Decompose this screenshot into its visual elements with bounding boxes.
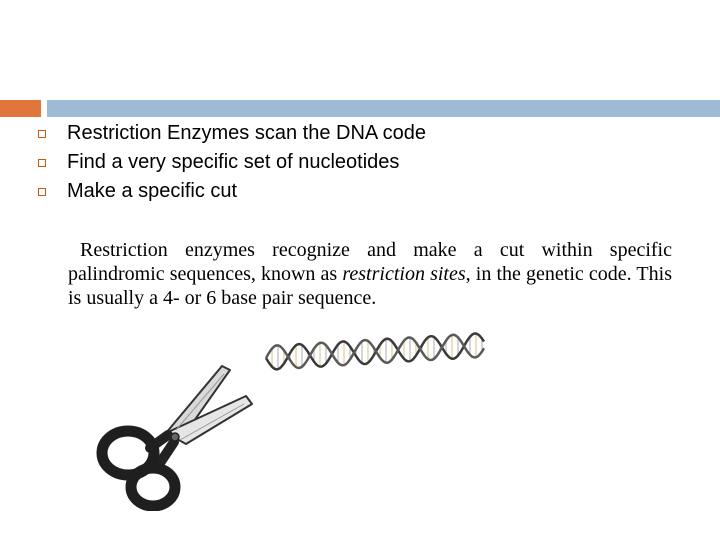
bullet-item xyxy=(38,177,426,206)
paragraph-text: Restriction enzymes recognize and make a cut within specific palindromic sequences, known as xyxy=(68,239,672,285)
paragraph-text-end: , in the genetic code. This is usually a 4- or 6 base pair sequence. xyxy=(68,263,672,309)
bullet-item xyxy=(38,148,426,177)
bullet-text: Restriction Enzymes scan the DNA code xyxy=(67,122,427,144)
bullet-text: Make a specific cut xyxy=(67,180,238,202)
bullet-item xyxy=(38,119,426,148)
bullet-list xyxy=(38,119,426,206)
square-bullet-icon xyxy=(38,188,46,196)
dna-helix-icon xyxy=(258,332,494,382)
explanation-paragraph xyxy=(68,238,672,310)
paragraph-emphasis: restriction sites xyxy=(342,263,466,285)
square-bullet-icon xyxy=(38,130,46,138)
title-accent-bar xyxy=(0,100,41,117)
square-bullet-icon xyxy=(38,159,46,167)
title-bar xyxy=(47,100,720,117)
scissors-icon xyxy=(96,356,261,511)
bullet-text: Find a very specific set of nucleotides xyxy=(67,151,400,173)
